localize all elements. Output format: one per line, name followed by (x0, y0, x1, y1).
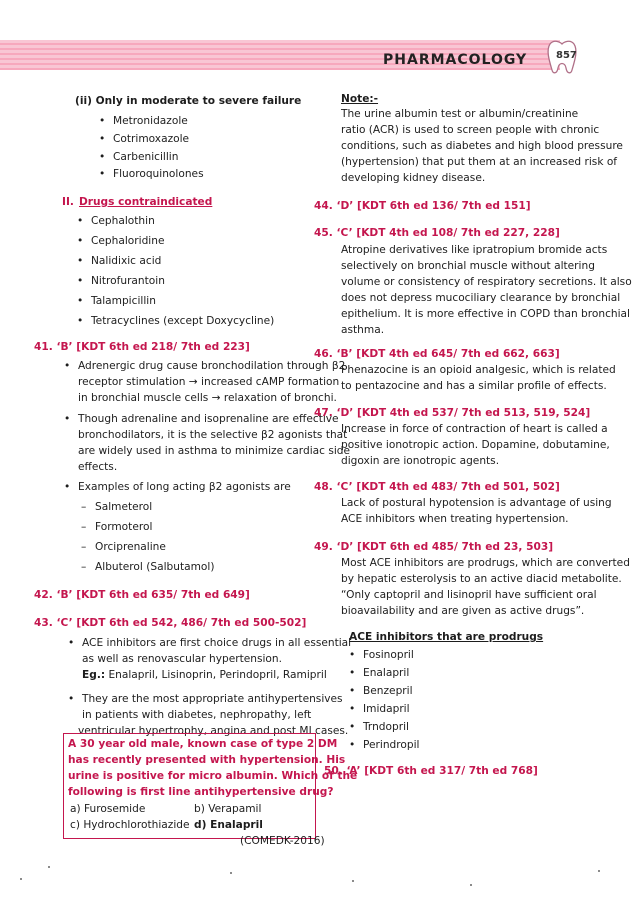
answer-44: 44. ‘D’ [KDT 6th ed 136/ 7th ed 151] (314, 200, 531, 212)
note-line: conditions, such as diabetes and high blood pressure (341, 140, 623, 152)
answer-text-line: Phenazocine is an opioid analgesic, which is related (341, 364, 616, 376)
option-d: d) Enalapril (194, 819, 263, 831)
answer-text-line: positive ionotropic action. Dopamine, dobutamine, (341, 439, 610, 451)
dash-item: – Formoterol (95, 520, 152, 535)
answer-text-line: epithelium. It is more effective in COPD than bronchial (341, 308, 630, 320)
answer-43: 43. ‘C’ [KDT 6th ed 542, 486/ 7th ed 500-502] (34, 617, 307, 629)
answer-text-line: “Only captopril and lisinopril have sufficient oral (341, 589, 597, 601)
list-item: • Talampicillin (91, 294, 156, 309)
answer-text-line: asthma. (341, 324, 385, 336)
list-item: • Cephaloridine (91, 234, 164, 249)
answer-text-line: bioavailability and are given as active drugs”. (341, 605, 585, 617)
dash-item: – Salmeterol (95, 500, 152, 515)
answer-45: 45. ‘C’ [KDT 4th ed 108/ 7th ed 227, 228] (314, 227, 560, 239)
answer-49: 49. ‘D’ [KDT 6th ed 485/ 7th ed 23, 503] (314, 541, 554, 553)
answer-text-line: Lack of postural hypotension is advantage of using (341, 497, 612, 509)
note-line: ratio (ACR) is used to screen people with chronic (341, 124, 600, 136)
list-item: • Nalidixic acid (91, 254, 161, 269)
box-question-line: has recently presented with hypertension. His (68, 754, 346, 766)
note-line: (hypertension) that put them at an increased risk of (341, 156, 618, 168)
answer-text-line: Increase in force of contraction of heart is called a (341, 423, 608, 435)
list-item: • Nitrofurantoin (91, 274, 165, 289)
dash-item: – Orciprenaline (95, 540, 166, 555)
scan-speck (598, 870, 600, 872)
bullet-line: • Though adrenaline and isoprenaline are effective (78, 412, 339, 427)
answer-text-line: digoxin are ionotropic agents. (341, 455, 500, 467)
scan-speck (48, 866, 50, 868)
list-item: • Tetracyclines (except Doxycycline) (91, 314, 274, 329)
scan-speck (230, 872, 232, 874)
box-question-line: A 30 year old male, known case of type 2 DM (68, 738, 338, 750)
bullet-line: bronchodilators, it is the selective β2 agonists that (78, 429, 348, 441)
list-item: • Cotrimoxazole (113, 132, 189, 147)
bullet-line: as well as renovascular hypertension. (82, 653, 282, 665)
answer-42: 42. ‘B’ [KDT 6th ed 635/ 7th ed 649] (34, 589, 250, 601)
answer-41: 41. ‘B’ [KDT 6th ed 218/ 7th ed 223] (34, 341, 250, 353)
section-ii-title: Drugs contraindicated (79, 196, 213, 208)
answer-text-line: by hepatic esterolysis to an active diacid metabolite. (341, 573, 622, 585)
question-source: (COMEDK-2016) (240, 835, 325, 847)
bullet-line: receptor stimulation → increased cAMP formation (78, 376, 340, 388)
example-line (82, 668, 327, 683)
answer-text-line: Atropine derivatives like ipratropium bromide acts (341, 244, 608, 256)
bullet-line: are widely used in asthma to minimize cardiac side (78, 445, 351, 457)
example-text: Enalapril, Lisinoprin, Perindopril, Ramipril (108, 669, 327, 681)
list-item: • Fosinopril (363, 648, 414, 663)
list-item: • Metronidazole (113, 114, 188, 129)
answer-47: 47. ‘D’ [KDT 4th ed 537/ 7th ed 513, 519, 524] (314, 407, 591, 419)
bullet-line: effects. (78, 461, 118, 473)
list-item: • Fluoroquinolones (113, 167, 204, 182)
answer-text-line: Most ACE inhibitors are prodrugs, which are converted (341, 557, 630, 569)
answer-text-line: selectively on bronchial muscle without altering (341, 260, 595, 272)
answer-48: 48. ‘C’ [KDT 4th ed 483/ 7th ed 501, 502] (314, 481, 560, 493)
page-number: 857 (556, 50, 577, 61)
page-title: PHARMACOLOGY (383, 52, 528, 68)
prodrugs-heading: ACE inhibitors that are prodrugs (349, 631, 544, 643)
answer-text-line: to pentazocine and has a similar profile of effects. (341, 380, 607, 392)
example-label: Eg.: (82, 669, 106, 681)
section-ii-number: II. (62, 196, 74, 208)
scan-speck (20, 878, 22, 880)
bullet-line: ventricular hypertrophy, angina and post MI cases. (78, 725, 349, 737)
list-item: • Carbenicillin (113, 150, 178, 165)
scan-speck (470, 884, 472, 886)
bullet-line: in bronchial muscle cells → relaxation of bronchi. (78, 392, 337, 404)
answer-50: 50. ‘A’ [KDT 6th ed 317/ 7th ed 768] (324, 765, 538, 777)
answer-text-line: volume or consistency of respiratory secretions. It also (341, 276, 632, 288)
box-question-line: urine is positive for micro albumin. Which of the (68, 770, 358, 782)
option-b: b) Verapamil (194, 803, 262, 815)
list-item: • Enalapril (363, 666, 409, 681)
scan-speck (352, 880, 354, 882)
list-item: • Perindropil (363, 738, 419, 753)
box-question-line: following is first line antihypertensive drug? (68, 786, 334, 798)
answer-46: 46. ‘B’ [KDT 4th ed 645/ 7th ed 662, 663] (314, 348, 560, 360)
list-item: • Trndopril (363, 720, 409, 735)
answer-text-line: does not depress mucociliary clearance by bronchial (341, 292, 621, 304)
bullet-line: • They are the most appropriate antihypertensives (82, 692, 343, 707)
note-heading: Note:- (341, 93, 379, 105)
note-line: developing kidney disease. (341, 172, 486, 184)
bullet-line: • ACE inhibitors are first choice drugs in all essential (82, 636, 351, 651)
option-c: c) Hydrochlorothiazide (70, 819, 190, 831)
list-item: • Imidapril (363, 702, 410, 717)
option-a: a) Furosemide (70, 803, 146, 815)
list-item: • Cephalothin (91, 214, 155, 229)
bullet-line: • Adrenergic drug cause bronchodilation through β2 (78, 359, 345, 374)
sub-ii-heading: (ii) Only in moderate to severe failure (75, 95, 302, 107)
answer-text-line: ACE inhibitors when treating hypertension. (341, 513, 569, 525)
bullet-line: in patients with diabetes, nephropathy, left (82, 709, 312, 721)
list-item: • Benzepril (363, 684, 413, 699)
bullet-line: • Examples of long acting β2 agonists are (78, 480, 291, 495)
note-line: The urine albumin test or albumin/creatinine (341, 108, 579, 120)
dash-item: – Albuterol (Salbutamol) (95, 560, 214, 575)
